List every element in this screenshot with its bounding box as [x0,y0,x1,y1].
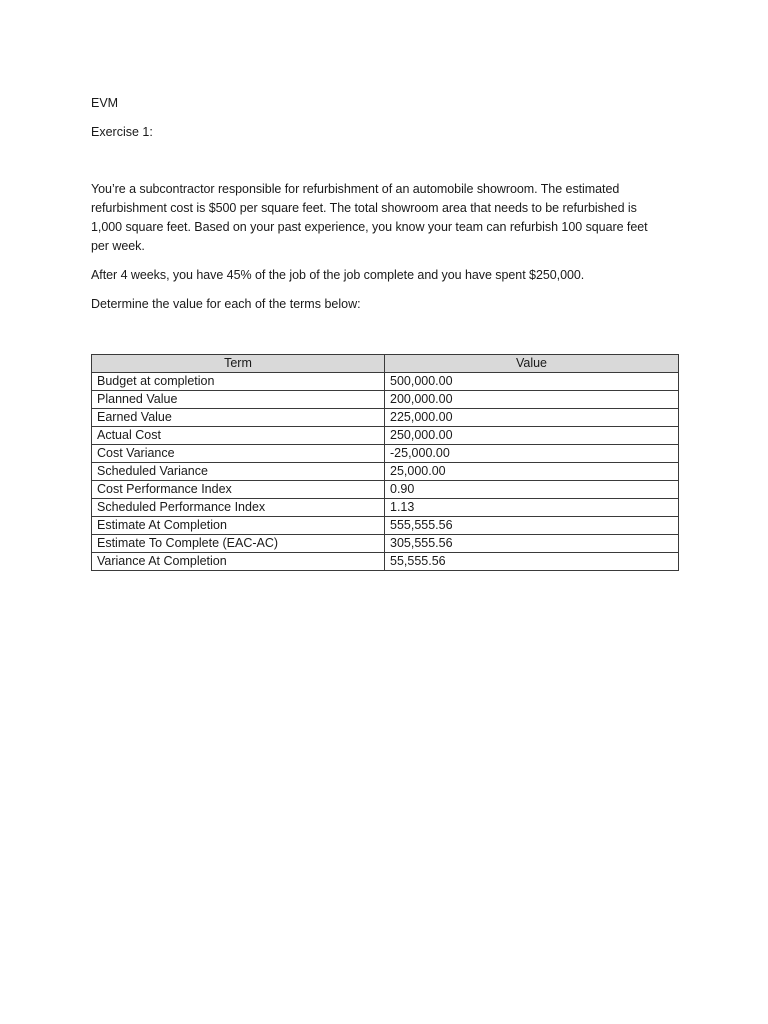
value-cell: 555,555.56 [385,517,679,535]
evm-table [91,354,679,571]
term-cell: Estimate At Completion [92,517,385,535]
table-row [92,535,679,553]
term-cell: Scheduled Performance Index [92,499,385,517]
document-title: EVM [91,96,119,110]
term-column-header: Term [92,355,385,373]
term-cell: Actual Cost [92,427,385,445]
instruction-text: Determine the value for each of the terms below: [91,297,361,311]
paragraph-line: 1,000 square feet. Based on your past experience, you know your team can refurbish 100 square feet [91,220,648,234]
term-cell: Earned Value [92,409,385,427]
table-row [92,553,679,571]
value-cell: 305,555.56 [385,535,679,553]
term-cell: Budget at completion [92,373,385,391]
table-row [92,373,679,391]
table-row [92,391,679,409]
term-cell: Cost Performance Index [92,481,385,499]
value-cell: 25,000.00 [385,463,679,481]
table-row [92,427,679,445]
status-text: After 4 weeks, you have 45% of the job of the job complete and you have spent $250,000. [91,268,585,282]
value-cell: 250,000.00 [385,427,679,445]
term-cell: Scheduled Variance [92,463,385,481]
term-cell: Planned Value [92,391,385,409]
table-row [92,409,679,427]
problem-paragraph [91,180,678,256]
table-row [92,517,679,535]
value-cell: -25,000.00 [385,445,679,463]
value-cell: 0.90 [385,481,679,499]
value-cell: 1.13 [385,499,679,517]
paragraph-line: refurbishment cost is $500 per square feet. The total showroom area that needs to be refurbished is [91,201,637,215]
table-row [92,463,679,481]
document-content [91,94,678,571]
table-row [92,499,679,517]
paragraph-line: You’re a subcontractor responsible for refurbishment of an automobile showroom. The estimated [91,182,620,196]
table-row [92,481,679,499]
value-cell: 55,555.56 [385,553,679,571]
table-row [92,445,679,463]
value-cell: 225,000.00 [385,409,679,427]
value-column-header: Value [385,355,679,373]
value-cell: 200,000.00 [385,391,679,409]
term-cell: Cost Variance [92,445,385,463]
table-header-row [92,355,679,373]
term-cell: Estimate To Complete (EAC-AC) [92,535,385,553]
exercise-label: Exercise 1: [91,125,153,139]
paragraph-line: per week. [91,239,145,253]
value-cell: 500,000.00 [385,373,679,391]
term-cell: Variance At Completion [92,553,385,571]
